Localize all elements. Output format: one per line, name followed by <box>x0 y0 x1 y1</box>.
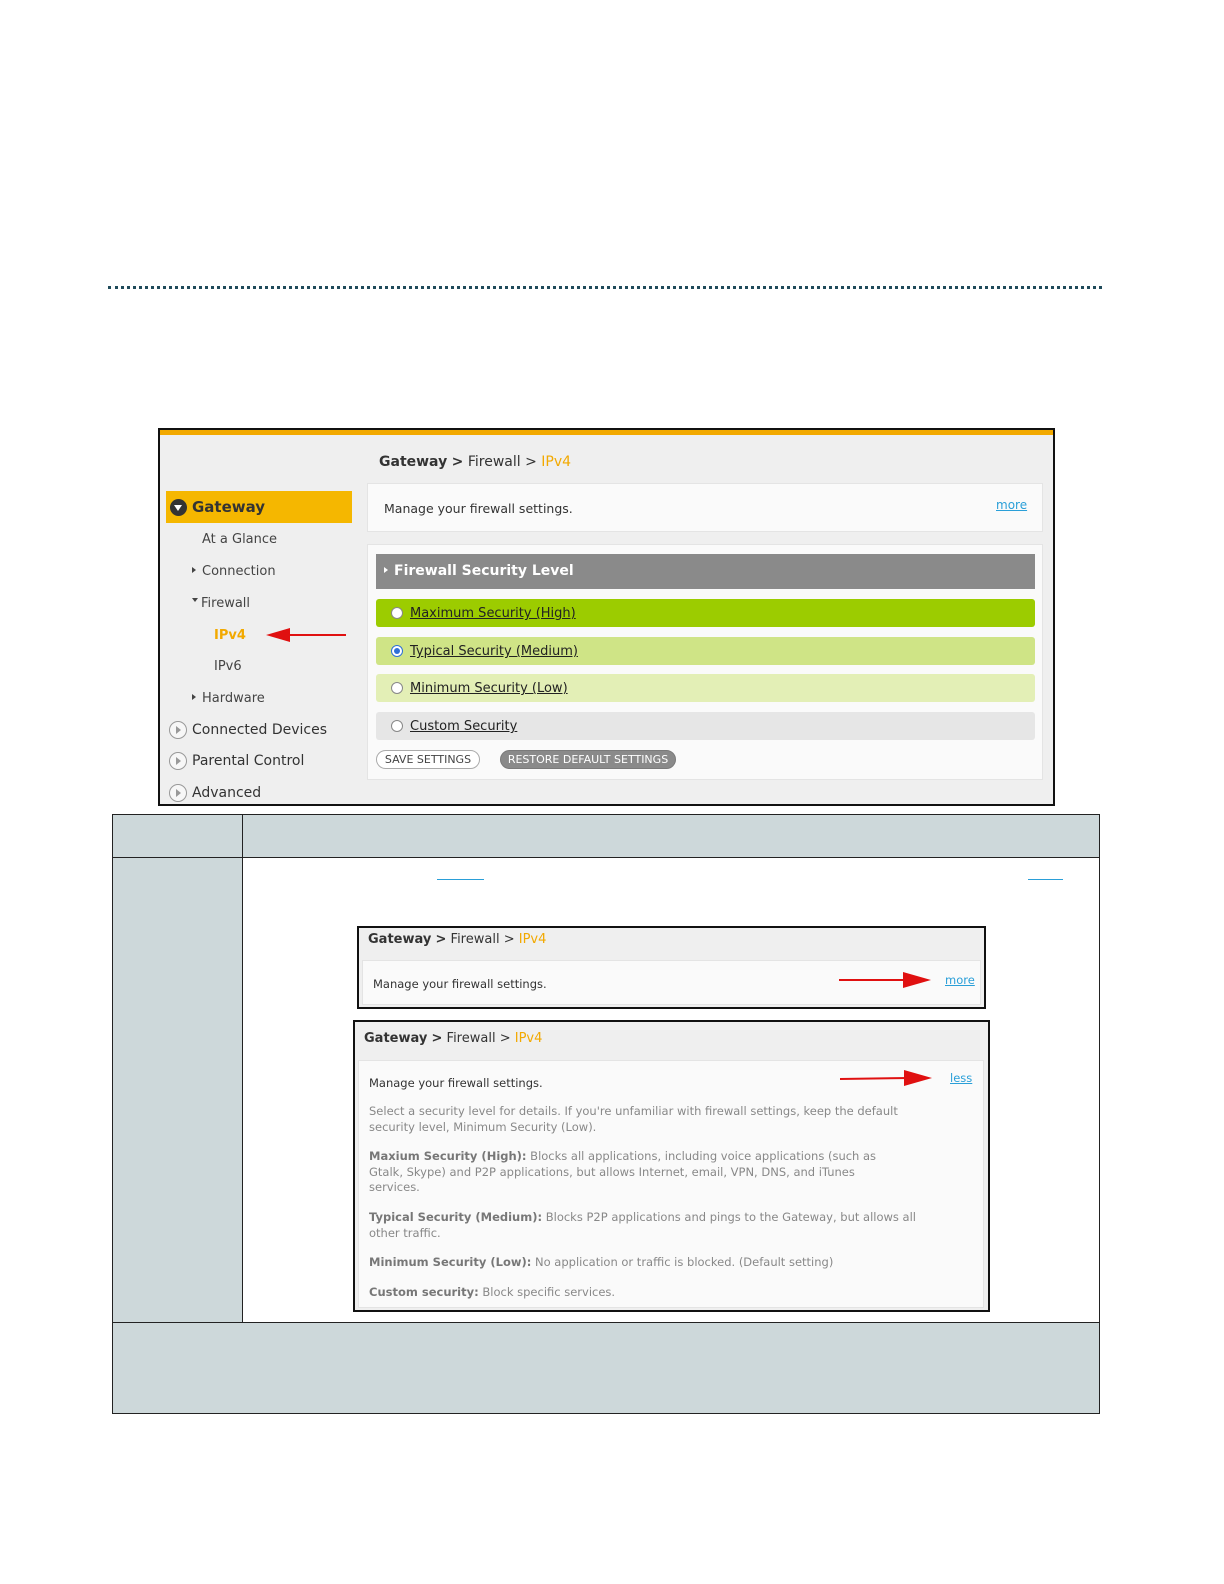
more-link[interactable]: more <box>996 498 1028 512</box>
entry-term: Maxium Security (High): <box>369 1149 527 1163</box>
breadcrumb-current: IPv4 <box>518 932 547 947</box>
details-entry-low <box>369 1255 929 1271</box>
sidebar-item-advanced[interactable]: Advanced <box>192 785 262 801</box>
breadcrumb <box>368 932 546 947</box>
table-border <box>112 814 113 1414</box>
more-link-screenshot <box>357 926 986 1009</box>
sidebar-item-connected-devices[interactable]: Connected Devices <box>192 722 328 738</box>
intro-text: Manage your firewall settings. <box>369 1076 543 1090</box>
table-border <box>112 814 1100 815</box>
details-entry-medium <box>369 1210 919 1241</box>
breadcrumb-separator: > <box>431 1031 443 1046</box>
breadcrumb-root[interactable]: Gateway <box>368 932 432 947</box>
breadcrumb-separator: > <box>451 454 464 470</box>
sidebar-gateway-header[interactable] <box>166 491 352 523</box>
option-maximum-security[interactable] <box>376 599 1035 627</box>
breadcrumb-root[interactable]: Gateway <box>379 454 448 470</box>
details-panel <box>358 1060 984 1308</box>
breadcrumb-section[interactable]: Firewall <box>446 1031 496 1046</box>
less-link-screenshot <box>353 1020 990 1312</box>
panel-title: Firewall Security Level <box>394 563 574 579</box>
entry-text: Blocks all applications, including voice applications (such as Gtalk, Skype) and P2P applications, but allows Internet, email, VPN, DNS, and iTunes services. <box>369 1149 877 1194</box>
breadcrumb <box>364 1031 542 1046</box>
table-border <box>242 814 243 1322</box>
sidebar-header-label: Gateway <box>192 498 266 516</box>
details-entry-high <box>369 1149 904 1196</box>
details-lead: Select a security level for details. If you're unfamiliar with firewall settings, keep the default security level, Minimum Security (Low). <box>369 1104 898 1134</box>
option-label[interactable]: Custom Security <box>410 719 518 734</box>
expand-circle-icon <box>169 752 187 770</box>
sidebar-item-ipv6[interactable]: IPv6 <box>214 659 242 674</box>
breadcrumb-separator: > <box>499 1031 511 1046</box>
dotted-divider <box>108 286 1102 289</box>
breadcrumb-separator: > <box>525 454 537 470</box>
save-settings-button[interactable]: SAVE SETTINGS <box>376 750 480 769</box>
sidebar-item-at-a-glance[interactable]: At a Glance <box>202 532 278 547</box>
collapse-icon <box>170 499 187 516</box>
entry-text: No application or traffic is blocked. (Default setting) <box>531 1255 834 1269</box>
option-label[interactable]: Minimum Security (Low) <box>410 681 568 696</box>
expand-arrow-icon <box>192 694 196 700</box>
table-footer-row <box>112 1322 1100 1413</box>
red-arrow-icon <box>264 626 348 644</box>
table-label-cell <box>112 857 243 1322</box>
expand-circle-icon <box>169 721 187 739</box>
radio-button[interactable] <box>391 720 403 732</box>
link-underline[interactable] <box>1028 879 1063 880</box>
entry-term: Typical Security (Medium): <box>369 1210 543 1224</box>
intro-panel <box>367 483 1043 532</box>
sidebar-item-parental-control[interactable]: Parental Control <box>192 753 305 769</box>
entry-term: Minimum Security (Low): <box>369 1255 532 1269</box>
expand-arrow-icon <box>384 567 388 573</box>
details-entry-custom <box>369 1285 919 1301</box>
sidebar-item-firewall[interactable] <box>192 596 250 611</box>
expand-circle-icon <box>169 784 187 802</box>
sidebar-item-label: Connection <box>202 564 276 579</box>
less-link[interactable]: less <box>950 1071 973 1085</box>
sidebar-item-ipv4[interactable]: IPv4 <box>214 628 246 643</box>
restore-default-settings-button[interactable]: RESTORE DEFAULT SETTINGS <box>500 750 676 769</box>
breadcrumb-root[interactable]: Gateway <box>364 1031 428 1046</box>
sidebar-item-hardware[interactable] <box>192 691 265 706</box>
intro-text: Manage your firewall settings. <box>373 977 547 991</box>
firewall-screenshot <box>158 428 1055 806</box>
breadcrumb-current: IPv4 <box>514 1031 543 1046</box>
entry-text: Blocks P2P applications and pings to the Gateway, but allows all other traffic. <box>369 1210 916 1240</box>
radio-button-selected[interactable] <box>391 645 403 657</box>
radio-button[interactable] <box>391 607 403 619</box>
breadcrumb-current: IPv4 <box>541 454 572 470</box>
breadcrumb-section[interactable]: Firewall <box>450 932 500 947</box>
breadcrumb-separator: > <box>435 932 447 947</box>
top-accent-bar <box>160 430 1053 435</box>
table-header-row <box>112 814 1100 857</box>
expand-arrow-icon <box>192 567 196 573</box>
table-border <box>112 857 1100 858</box>
red-arrow-icon <box>837 970 933 990</box>
sidebar-item-label: Firewall <box>201 596 251 611</box>
intro-text: Manage your firewall settings. <box>384 501 573 516</box>
more-link[interactable]: more <box>945 973 975 987</box>
entry-term: Custom security: <box>369 1285 479 1299</box>
table-border <box>1099 814 1100 1414</box>
option-custom-security[interactable] <box>376 712 1035 740</box>
breadcrumb-separator: > <box>503 932 515 947</box>
option-label[interactable]: Typical Security (Medium) <box>410 644 578 659</box>
link-underline[interactable] <box>437 879 484 880</box>
table-border <box>112 1413 1100 1414</box>
breadcrumb <box>379 454 571 470</box>
sidebar-item-connection[interactable] <box>192 564 276 579</box>
option-label[interactable]: Maximum Security (High) <box>410 606 576 621</box>
entry-text: Block specific services. <box>478 1285 616 1299</box>
breadcrumb-section[interactable]: Firewall <box>467 454 521 470</box>
firewall-security-level-header[interactable] <box>376 554 1035 589</box>
collapse-arrow-icon <box>192 598 198 602</box>
table-border <box>112 1322 1100 1323</box>
option-typical-security[interactable] <box>376 637 1035 665</box>
red-arrow-icon <box>838 1068 934 1088</box>
radio-button[interactable] <box>391 682 403 694</box>
sidebar-item-label: Hardware <box>202 691 265 706</box>
option-minimum-security[interactable] <box>376 674 1035 702</box>
